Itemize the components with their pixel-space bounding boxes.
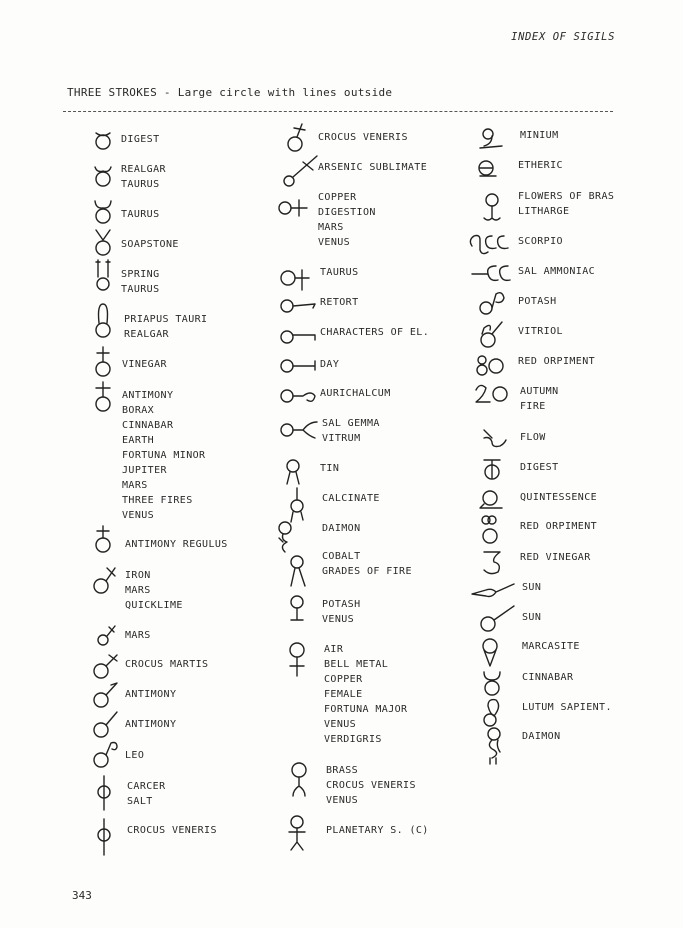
page-number: 343	[72, 889, 92, 902]
entry-1-7: VINEGAR	[122, 359, 167, 370]
entry-1-13: ANTIMONY	[125, 689, 177, 700]
sigil-circle-squiggle-icon	[470, 724, 516, 764]
entry-2-13: COBALT GRADES OF FIRE	[322, 551, 412, 577]
entry-1-6: PRIAPUS TAURI REALGAR	[124, 314, 208, 340]
entry-2-4: TAURUS	[320, 267, 359, 278]
entry-1-12: CROCUS MARTIS	[125, 659, 209, 670]
sigil-circle-cross-right-icon	[275, 190, 321, 230]
entry-3-7: VITRIOL	[518, 326, 563, 337]
entry-2-14: POTASH VENUS	[322, 599, 361, 625]
entry-1-14: ANTIMONY	[125, 719, 177, 730]
entry-3-14: RED VINEGAR	[520, 552, 591, 563]
entry-2-2: ARSENIC SUBLIMATE	[318, 162, 428, 173]
divider	[63, 111, 613, 112]
entry-3-2: ETHERIC	[518, 160, 563, 171]
entry-2-12: DAIMON	[322, 523, 361, 534]
sigil-two-circle-icon	[470, 376, 516, 416]
sigil-circle-legs-icon	[275, 548, 321, 588]
entry-1-17: CROCUS VENERIS	[127, 825, 217, 836]
entry-2-8: AURICHALCUM	[320, 388, 391, 399]
entry-2-6: CHARACTERS OF EL.	[320, 327, 430, 338]
entry-3-9: AUTUMN FIRE	[520, 386, 559, 412]
entry-1-11: MARS	[125, 630, 151, 641]
sigil-circle-stand-icon	[275, 590, 321, 630]
entry-3-13: RED ORPIMENT	[520, 521, 598, 532]
section-title: THREE STROKES - Large circle with lines outside	[67, 86, 393, 99]
sigil-circle-loop-icon	[470, 150, 516, 190]
entry-1-10: IRON MARS QUICKLIME	[125, 570, 183, 611]
entry-3-4: SCORPIO	[518, 236, 563, 247]
entry-1-2: REALGAR TAURUS	[121, 164, 166, 190]
entry-3-3: FLOWERS OF BRAS LITHARGE	[518, 191, 615, 217]
entry-1-1: DIGEST	[121, 134, 160, 145]
entry-3-6: POTASH	[518, 296, 557, 307]
entry-3-20: DAIMON	[522, 731, 561, 742]
sigil-circle-fork-icon	[275, 410, 321, 450]
running-header: INDEX OF SIGILS	[511, 31, 615, 43]
entry-2-3: COPPER DIGESTION MARS VENUS	[318, 192, 376, 248]
entry-3-11: DIGEST	[520, 462, 559, 473]
entry-1-8: ANTIMONY BORAX CINNABAR EARTH FORTUNA MINOR JUPITER MARS THREE FIRES VENUS	[122, 390, 206, 521]
entry-2-7: DAY	[320, 359, 340, 370]
entry-3-10: FLOW	[520, 432, 546, 443]
entry-1-5: SPRING TAURUS	[121, 269, 160, 295]
entry-1-15: LEO	[125, 750, 145, 761]
entry-2-9: SAL GEMMA VITRUM	[322, 418, 380, 444]
entry-1-3: TAURUS	[121, 209, 160, 220]
entry-3-17: MARCASITE	[522, 641, 580, 652]
entry-2-10: TIN	[320, 463, 340, 474]
sigil-circle-figure-icon	[275, 812, 321, 852]
sigil-circle-hook-icon	[470, 186, 516, 226]
entry-3-8: RED ORPIMENT	[518, 356, 596, 367]
entry-2-17: PLANETARY S. (C)	[326, 825, 429, 836]
entry-1-16: CARCER SALT	[127, 781, 166, 807]
entry-3-1: MINIUM	[520, 130, 559, 141]
entry-2-1: CROCUS VENERIS	[318, 132, 408, 143]
entry-3-16: SUN	[522, 612, 542, 623]
entry-2-5: RETORT	[320, 297, 359, 308]
entry-3-5: SAL AMMONIAC	[518, 266, 596, 277]
sigil-venus-icon	[275, 638, 321, 678]
sigil-circle-legs-icon	[275, 756, 321, 796]
entry-3-15: SUN	[522, 582, 542, 593]
entry-2-15: AIR BELL METAL COPPER FEMALE FORTUNA MAJOR VENUS VERDIGRIS	[324, 644, 408, 745]
entry-2-16: BRASS CROCUS VENERIS VENUS	[326, 765, 416, 806]
entry-1-9: ANTIMONY REGULUS	[125, 539, 228, 550]
entry-3-12: QUINTESSENCE	[520, 492, 598, 503]
entry-1-4: SOAPSTONE	[121, 239, 179, 250]
sigil-circle-diagonal-line-icon	[275, 150, 321, 190]
entry-3-18: CINNABAR	[522, 672, 574, 683]
entry-2-11: CALCINATE	[322, 493, 380, 504]
entry-3-19: LUTUM SAPIENT.	[522, 702, 612, 713]
